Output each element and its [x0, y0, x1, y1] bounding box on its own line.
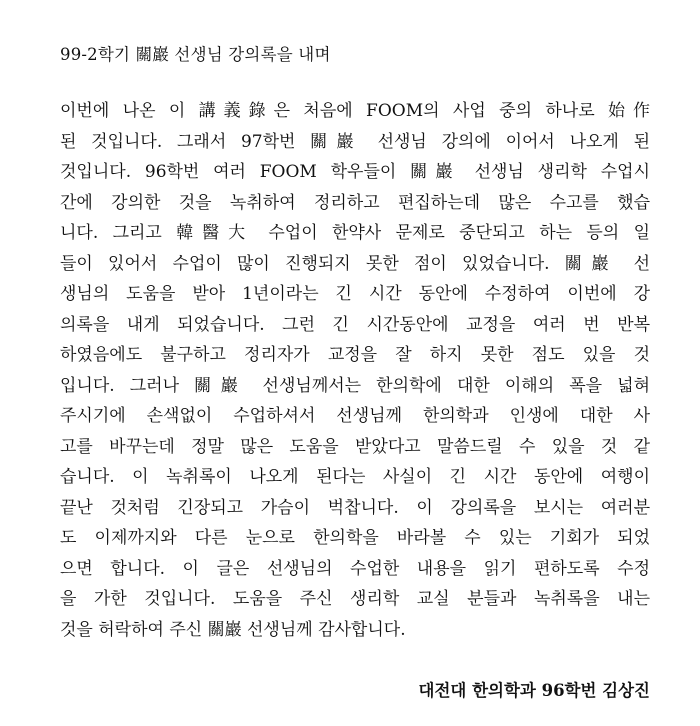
body-line: 도 이제까지와 다른 눈으로 한의학을 바라볼 수 있는 기회가 되었 [60, 528, 650, 548]
body-line: 니다. 그리고 韓醫大 수업이 한약사 문제로 중단되고 하는 등의 일 [60, 223, 650, 243]
body-line: 습니다. 이 녹취록이 나오게 된다는 사실이 긴 시간 동안에 여행이 [60, 467, 650, 487]
body-line: 고를 바꾸는데 정말 많은 도움을 받았다고 말씀드릴 수 있을 것 같 [60, 436, 650, 457]
body-line: 것입니다. 96학번 여러 FOOM 학우들이 關巖 선생님 생리학 수업시 [60, 162, 650, 182]
body-line: 간에 강의한 것을 녹취하여 정리하고 편집하는데 많은 수고를 했습 [60, 192, 650, 213]
body-line: 끝난 것처럼 긴장되고 가슴이 벅찹니다. 이 강의록을 보시는 여러분 [60, 497, 650, 518]
body-line: 된 것입니다. 그래서 97학번 關巖 선생님 강의에 이어서 나오게 된 [60, 131, 650, 152]
author-signature: 대전대 한의학과 96학번 김상진 [418, 681, 650, 700]
document-body [60, 96, 650, 645]
body-line: 주시기에 손색없이 수업하셔서 선생님께 한의학과 인생에 대한 사 [60, 406, 650, 426]
body-line: 하였음에도 불구하고 정리자가 교정을 잘 하지 못한 점도 있을 것 [60, 345, 650, 365]
body-line: 을 가한 것입니다. 도움을 주신 생리학 교실 분들과 녹취록을 내는 [60, 589, 650, 609]
body-line: 들이 있어서 수업이 많이 진행되지 못한 점이 있었습니다. 關巖 선 [60, 253, 650, 274]
body-line: 으면 합니다. 이 글은 선생님의 수업한 내용을 읽기 편하도록 수정 [60, 558, 650, 579]
body-line: 입니다. 그러나 關巖 선생님께서는 한의학에 대한 이해의 폭을 넓혀 [60, 375, 650, 396]
body-line: 이번에 나온 이 講義錄은 처음에 FOOM의 사업 중의 하나로 始作 [60, 101, 650, 121]
body-line: 생님의 도움을 받아 1년이라는 긴 시간 동안에 수정하여 이번에 강 [60, 284, 650, 304]
body-line: 것을 허락하여 주신 關巖 선생님께 감사합니다. [60, 619, 406, 640]
document-title: 99-2학기 關巖 선생님 강의록을 내며 [60, 45, 331, 64]
body-line: 의록을 내게 되었습니다. 그런 긴 시간동안에 교정을 여러 번 반복 [60, 314, 650, 335]
